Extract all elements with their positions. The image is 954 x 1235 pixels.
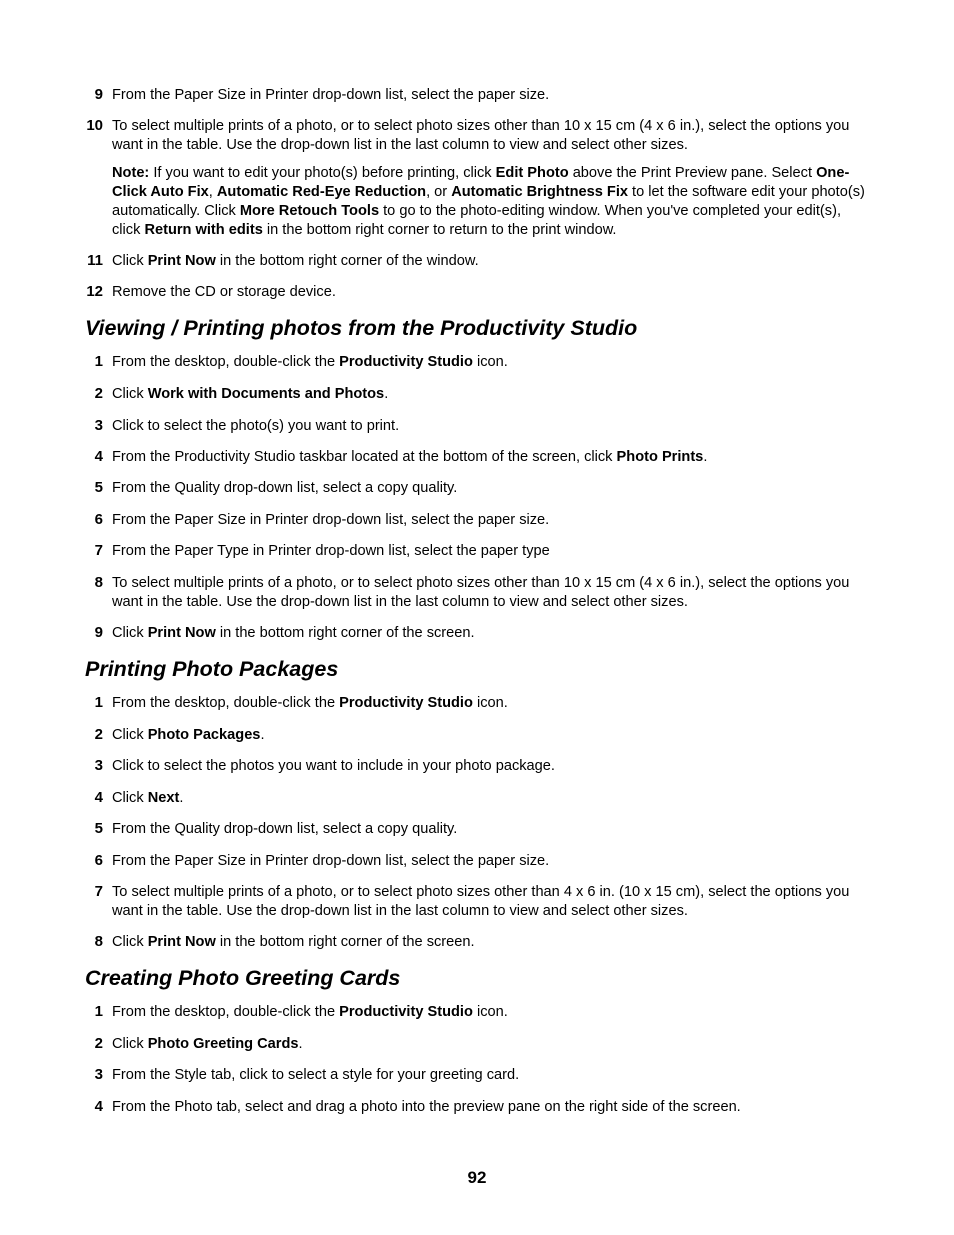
text-run: Click (112, 727, 148, 743)
step-number: 2 (94, 1035, 103, 1052)
list-item (80, 1035, 880, 1054)
text-run: . (298, 1036, 303, 1052)
text-run: From the Paper Size in Printer drop-down list, select the paper size. (112, 87, 550, 103)
list-item (80, 1066, 880, 1085)
text-run: Click (112, 790, 148, 806)
step-number: 3 (94, 417, 103, 434)
list-item (80, 417, 880, 436)
bold-term: One-Click Auto Fix (112, 165, 850, 200)
text-run: Remove the CD or storage device. (112, 284, 336, 300)
text-run: in the bottom right corner of the screen. (215, 625, 475, 641)
bold-term: Photo Prints (616, 449, 704, 465)
list-item (80, 933, 880, 952)
step-number: 1 (94, 1003, 103, 1020)
text-run: to let the software edit your photo(s) automatically. Click (112, 184, 865, 219)
list-item (80, 252, 880, 271)
list-item (80, 883, 880, 920)
step-text (112, 933, 880, 952)
step-text (112, 283, 880, 302)
step-text (112, 1098, 880, 1117)
step-text (112, 542, 880, 561)
step-number: 9 (94, 624, 103, 641)
step-number: 6 (94, 852, 103, 869)
text-run: , or (426, 184, 452, 200)
bold-term: Note: (112, 165, 150, 181)
step-text (112, 448, 880, 467)
section-heading-viewing-printing: Viewing / Printing photos from the Productivity Studio (85, 316, 638, 340)
text-run: , (208, 184, 217, 200)
text-run: above the Print Preview pane. Select (568, 165, 817, 181)
step-number: 2 (94, 385, 103, 402)
list-item (80, 542, 880, 561)
step-number: 4 (94, 789, 103, 806)
text-run: From the desktop, double-click the (112, 354, 340, 370)
step-number: 1 (94, 694, 103, 711)
list-item (80, 820, 880, 839)
step-text (112, 883, 880, 920)
text-run: To select multiple prints of a photo, or to select photo sizes other than 4 x 6 in. (10 x 15 cm), select the options you want in the table. Use the drop-down list in the last column to view and select other sizes. (112, 884, 850, 919)
list-item (80, 1003, 880, 1022)
text-run: From the desktop, double-click the (112, 1004, 340, 1020)
page-number: 92 (467, 1168, 487, 1187)
step-text (112, 1003, 880, 1022)
step-number: 8 (94, 574, 103, 591)
text-run: icon. (472, 354, 508, 370)
step-text (112, 574, 880, 611)
text-run: To select multiple prints of a photo, or to select photo sizes other than 10 x 15 cm (4 x 6 in.), select the options you want in the table. Use the drop-down list in the last column to view and select other sizes. (112, 575, 850, 610)
step-number: 3 (94, 1066, 103, 1083)
text-run: From the Style tab, click to select a style for your greeting card. (112, 1067, 520, 1083)
bold-term: Productivity Studio (339, 354, 473, 370)
step-number: 7 (94, 883, 103, 900)
step-text (112, 117, 880, 154)
step-number: 11 (87, 252, 103, 269)
step-text (112, 852, 880, 871)
step-text (112, 385, 880, 404)
note-paragraph (112, 164, 872, 240)
text-run: To select multiple prints of a photo, or to select photo sizes other than 10 x 15 cm (4 x 6 in.), select the options you want in the table. Use the drop-down list in the last column to view and select other sizes. (112, 118, 850, 153)
bold-term: Productivity Studio (339, 1004, 473, 1020)
text-run: to go to the photo-editing window. When you've completed your edit(s), click (112, 203, 842, 238)
text-run: . (260, 727, 265, 743)
step-number: 7 (94, 542, 103, 559)
step-text (112, 726, 880, 745)
list-item (80, 1098, 880, 1117)
text-run: From the Photo tab, select and drag a photo into the preview pane on the right side of the screen. (112, 1099, 741, 1115)
text-run: From the Paper Size in Printer drop-down list, select the paper size. (112, 853, 550, 869)
step-number: 2 (94, 726, 103, 743)
text-run: From the Paper Size in Printer drop-down list, select the paper size. (112, 512, 550, 528)
text-run: in the bottom right corner of the window. (215, 253, 479, 269)
step-number: 5 (94, 820, 103, 837)
list-item (80, 117, 880, 154)
bold-term: Print Now (147, 934, 216, 950)
list-item (80, 694, 880, 713)
list-item (80, 86, 880, 105)
step-text (112, 511, 880, 530)
step-text (112, 757, 880, 776)
list-item (80, 852, 880, 871)
bold-term: Work with Documents and Photos (147, 386, 385, 402)
bold-term: More Retouch Tools (239, 203, 380, 219)
step-text (112, 820, 880, 839)
list-item (80, 479, 880, 498)
text-run: icon. (472, 1004, 508, 1020)
text-run: From the Quality drop-down list, select a copy quality. (112, 480, 458, 496)
step-number: 1 (94, 353, 103, 370)
section-heading-photo-packages: Printing Photo Packages (85, 657, 339, 681)
list-item (80, 624, 880, 643)
bold-term: Photo Packages (147, 727, 261, 743)
text-run: . (384, 386, 389, 402)
list-item (80, 726, 880, 745)
text-run: Click (112, 253, 148, 269)
step-text (112, 353, 880, 372)
step-text (112, 624, 880, 643)
bold-term: Edit Photo (495, 165, 569, 181)
text-run: icon. (472, 695, 508, 711)
text-run: From the Paper Type in Printer drop-down list, select the paper type (112, 543, 550, 559)
step-number: 12 (86, 283, 103, 300)
list-item (80, 283, 880, 302)
list-item (80, 757, 880, 776)
step-number: 9 (94, 86, 103, 103)
bold-term: Automatic Red-Eye Reduction (216, 184, 427, 200)
text-run: If you want to edit your photo(s) before printing, click (149, 165, 496, 181)
text-run: Click (112, 386, 148, 402)
text-run: Click to select the photos you want to include in your photo package. (112, 758, 555, 774)
text-run: From the desktop, double-click the (112, 695, 340, 711)
step-number: 10 (86, 117, 103, 134)
list-item (80, 511, 880, 530)
step-number: 6 (94, 511, 103, 528)
bold-term: Next (147, 790, 180, 806)
list-item (80, 574, 880, 611)
step-number: 4 (94, 1098, 103, 1115)
text-run: in the bottom right corner of the screen. (215, 934, 475, 950)
list-item (80, 789, 880, 808)
text-run: Click (112, 1036, 148, 1052)
step-text (112, 417, 880, 436)
text-run: in the bottom right corner to return to the print window. (262, 222, 617, 238)
text-run: Click to select the photo(s) you want to print. (112, 418, 400, 434)
step-text (112, 1066, 880, 1085)
bold-term: Print Now (147, 625, 216, 641)
text-run: From the Productivity Studio taskbar located at the bottom of the screen, click (112, 449, 617, 465)
bold-term: Photo Greeting Cards (147, 1036, 299, 1052)
text-run: Click (112, 934, 148, 950)
bold-term: Automatic Brightness Fix (451, 184, 628, 200)
step-number: 5 (94, 479, 103, 496)
text-run: . (703, 449, 708, 465)
list-item (80, 385, 880, 404)
text-run: . (179, 790, 184, 806)
step-number: 4 (94, 448, 103, 465)
bold-term: Print Now (147, 253, 216, 269)
list-item (80, 353, 880, 372)
step-text (112, 252, 880, 271)
text-run: Click (112, 625, 148, 641)
step-text (112, 1035, 880, 1054)
section-heading-greeting-cards: Creating Photo Greeting Cards (85, 966, 401, 990)
text-run: From the Quality drop-down list, select a copy quality. (112, 821, 458, 837)
bold-term: Productivity Studio (339, 695, 473, 711)
list-item (80, 448, 880, 467)
step-number: 3 (94, 757, 103, 774)
step-text (112, 479, 880, 498)
step-text (112, 86, 880, 105)
step-text (112, 694, 880, 713)
bold-term: Return with edits (144, 222, 263, 238)
step-number: 8 (94, 933, 103, 950)
step-text (112, 789, 880, 808)
